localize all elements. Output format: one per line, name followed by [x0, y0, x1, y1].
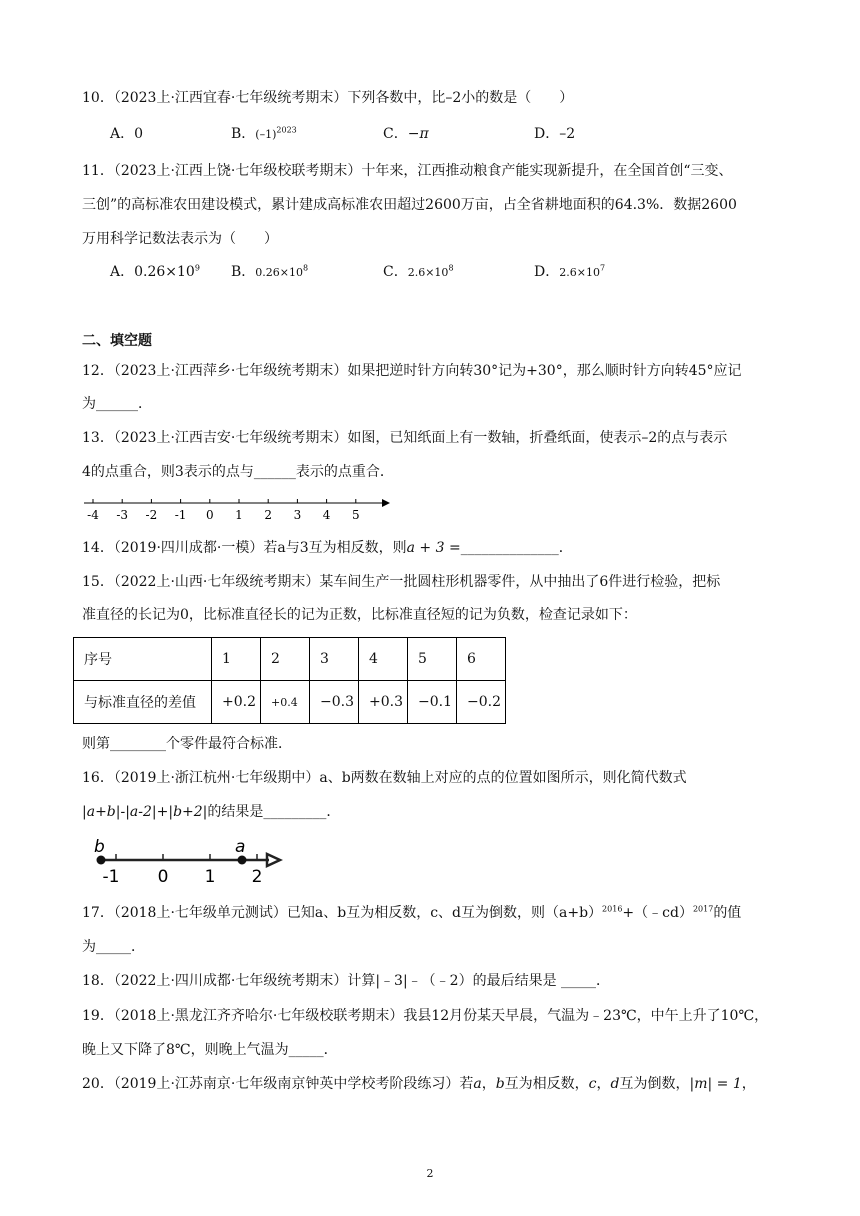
q13-number-line	[82, 494, 392, 526]
q10-option-d: D．–2	[534, 126, 576, 142]
tick-label: 4	[322, 508, 331, 522]
q10-option-c: C．−π	[383, 126, 429, 142]
tick-label: -2	[145, 508, 158, 522]
q17-line2: 为_____．	[82, 939, 145, 955]
table-cell: 1	[212, 638, 261, 681]
label-b: b	[94, 837, 105, 857]
q15-line1: 15．（2022上·山西·七年级统考期末）某车间生产一批圆柱形机器零件，从中抽出了6件进行检验，把标	[82, 574, 721, 590]
tick-label: 2	[251, 867, 263, 886]
table-cell: +0.4	[261, 681, 310, 724]
q10-option-a: A．0	[110, 126, 144, 142]
tick-label: 3	[293, 508, 302, 522]
q19-line1: 19．（2018上·黑龙江齐齐哈尔·七年级校联考期末）我县12月份某天早晨，气温为﹣23℃，中午上升了10℃，	[82, 1008, 769, 1024]
table-row	[74, 681, 506, 724]
q10-option-b: B．$(-1)^{2023}$	[231, 125, 297, 142]
tick-label: -3	[116, 508, 129, 522]
tick-label: 0	[205, 508, 214, 522]
q11-line3: 万用科学记数法表示为（ ）	[82, 231, 278, 247]
table-cell: +0.3	[359, 681, 408, 724]
table-cell: +0.2	[212, 681, 261, 724]
page-number: 2	[426, 1167, 434, 1180]
q11-option-b: B．$0.26\times 10^8$	[231, 263, 309, 280]
q11-option-a: A．$0.26\times 10^9$	[110, 263, 200, 280]
table-cell: 5	[408, 638, 457, 681]
q16-line1: 16．（2019上·浙江杭州·七年级期中）a、b两数在数轴上对应的点的位置如图所示，则化简代数式	[82, 770, 687, 786]
table-cell: 4	[359, 638, 408, 681]
q14-line: 14．（2019·四川成都·一模）若a与3互为相反数，则a + 3 =______________．	[82, 540, 573, 556]
table-cell: 3	[310, 638, 359, 681]
tick-label: 2	[264, 508, 273, 522]
q13-line2: 4的点重合，则3表示的点与______表示的点重合．	[82, 464, 394, 480]
tick-label: -1	[174, 508, 187, 522]
table-cell: −0.3	[310, 681, 359, 724]
q15-line3: 则第________个零件最符合标准．	[82, 736, 292, 752]
tick-label: -1	[102, 867, 120, 886]
q15-line2: 准直径的长记为0，比标准直径长的记为正数，比标准直径短的记为负数，检查记录如下：	[82, 607, 637, 623]
q10-stem: 10．（2023上·江西宜春·七年级统考期末）下列各数中，比–2小的数是（ ）	[82, 90, 574, 106]
q15-table	[73, 637, 506, 724]
q12-line2: 为______．	[82, 396, 152, 412]
table-cell: 2	[261, 638, 310, 681]
table-cell: −0.1	[408, 681, 457, 724]
tick-label: 1	[204, 867, 216, 886]
q11-line1: 11．（2023上·江西上饶·七年级校联考期末）十年来，江西推动粮食产能实现新提升，在全国首创“三变、	[82, 163, 733, 179]
table-cell: 6	[457, 638, 506, 681]
tick-label: 0	[157, 867, 169, 886]
q11-option-c: C．$2.6\times 10^8$	[383, 263, 454, 280]
q11-line2: 三创”的高标准农田建设模式，累计建成高标准农田超过2600万亩，占全省耕地面积的64.3%．数据2600	[82, 197, 737, 213]
q20-line: 20．（2019上·江苏南京·七年级南京钟英中学校考阶段练习）若a，b互为相反数，c，d互为倒数，|m| = 1，	[82, 1076, 756, 1092]
tick-label: -4	[87, 508, 99, 522]
q16-line2: |a+b|-|a-2|+|b+2|的结果是_________．	[82, 804, 341, 820]
tick-label: 1	[235, 508, 243, 522]
tick-label: 5	[351, 508, 360, 522]
q12-line1: 12．（2023上·江西萍乡·七年级统考期末）如果把逆时针方向转30°记为+30°，那么顺时针方向转45°应记	[82, 363, 742, 379]
label-a: a	[235, 837, 246, 857]
q19-line2: 晚上又下降了8℃，则晚上气温为_____．	[82, 1042, 338, 1058]
q16-number-line	[84, 836, 284, 886]
table-cell: 序号	[74, 638, 212, 681]
q11-option-d: D．$2.6\times 10^7$	[534, 263, 606, 280]
q18-line: 18．（2022上·四川成都·七年级统考期末）计算|﹣3|﹣（﹣2）的最后结果是 _____．	[82, 973, 611, 989]
table-row	[74, 638, 506, 681]
table-cell: 与标准直径的差值	[74, 681, 212, 724]
q17-line1: 17．（2018上·七年级单元测试）已知a、b互为相反数，c、d互为倒数，则$(a+b)^{2016}+(﹣cd)^{2017}$的值	[82, 904, 742, 921]
section-heading: 二、填空题	[82, 333, 152, 349]
table-cell: −0.2	[457, 681, 506, 724]
q13-line1: 13．（2023上·江西吉安·七年级统考期末）如图，已知纸面上有一数轴，折叠纸面，使表示–2的点与表示	[82, 430, 728, 446]
